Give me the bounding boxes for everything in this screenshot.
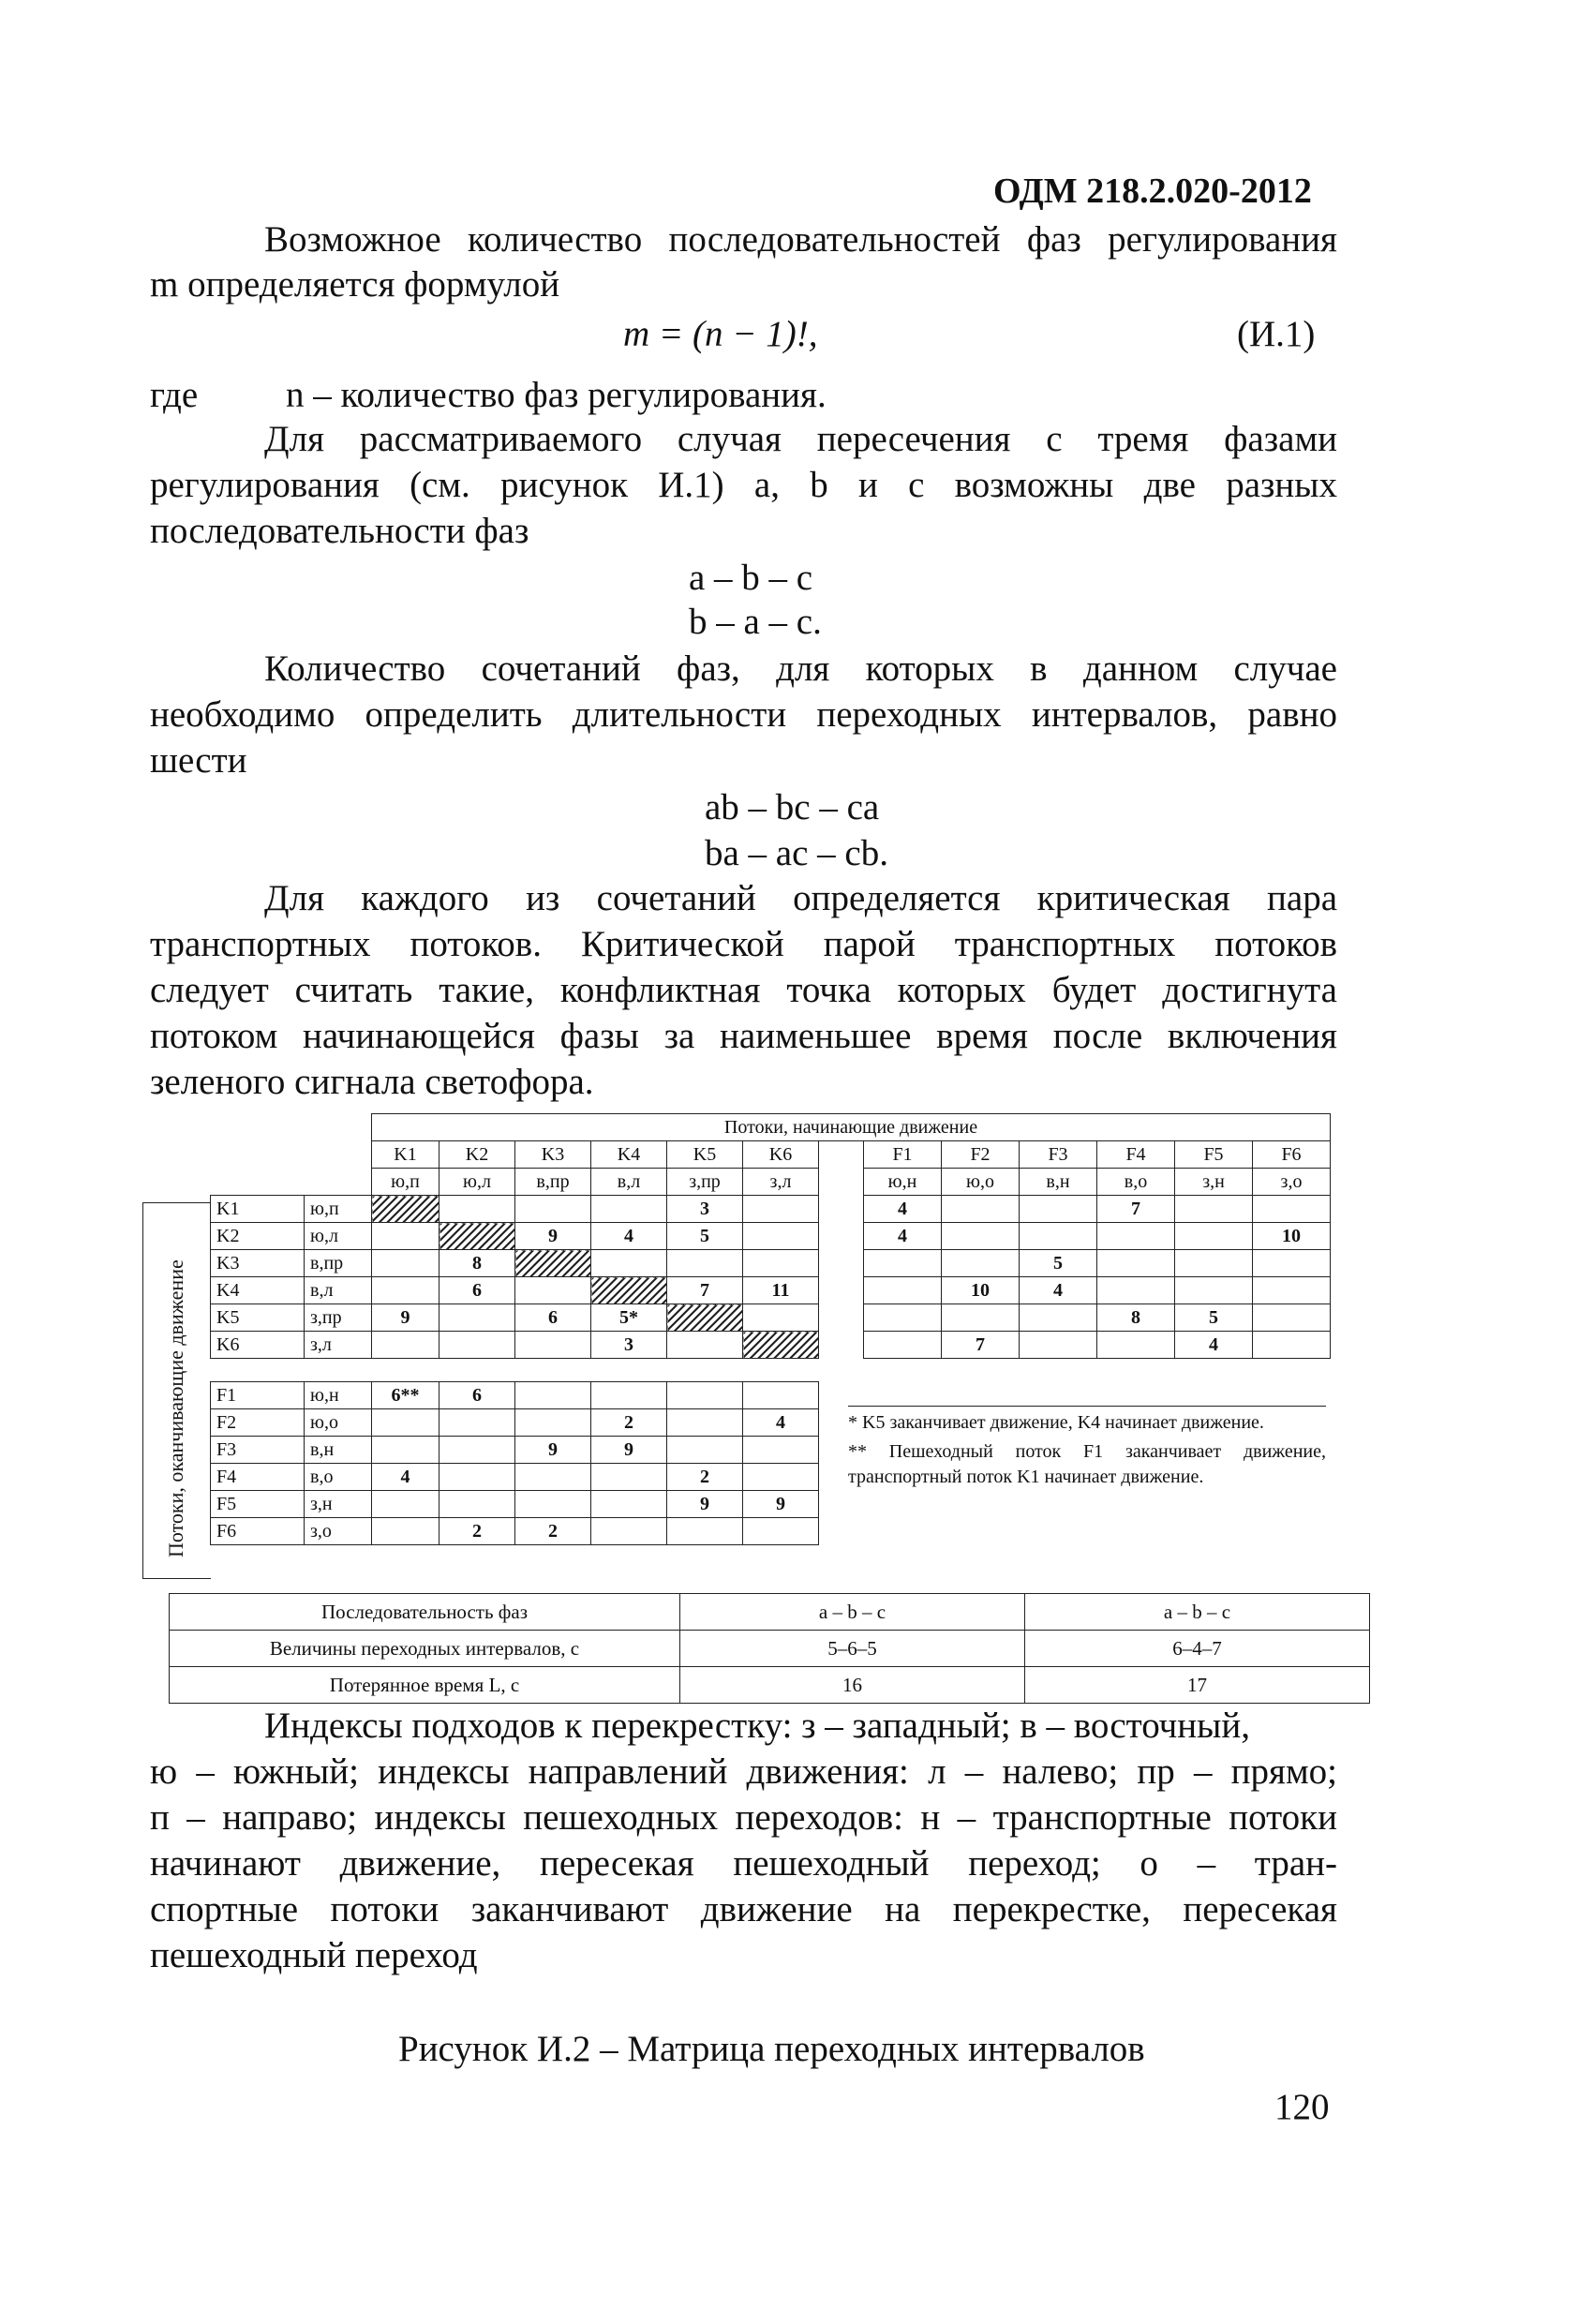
matrix-cell [1175, 1250, 1253, 1277]
page-number: 120 [1274, 2087, 1330, 2127]
where-text: n – количество фаз регулирования. [286, 375, 827, 415]
matrix-cell: 8 [1097, 1304, 1175, 1332]
matrix-cell [1175, 1196, 1253, 1223]
matrix-cell [372, 1277, 439, 1304]
column-direction: ю,о [942, 1169, 1020, 1196]
paragraph-line: необходимо определить длительности переходных интервалов, равно [150, 694, 1337, 735]
paragraph-line: Для рассматриваемого случая пересечения с тремя фазами [264, 419, 1337, 459]
paragraph-line: Для каждого из сочетаний определяется критическая пара [264, 878, 1337, 918]
row-direction: ю,л [305, 1223, 372, 1250]
summary-value: a – b – c [1025, 1594, 1370, 1631]
matrix-row [211, 1332, 1331, 1359]
row-direction: в,н [305, 1437, 372, 1464]
matrix-cell [439, 1464, 515, 1491]
matrix-cell: 9 [372, 1304, 439, 1332]
paragraph-line: m определяется формулой [150, 264, 560, 305]
legend-line: пешеходный переход [150, 1935, 478, 1975]
matrix-cell: 2 [667, 1464, 743, 1491]
matrix-cell [591, 1382, 667, 1409]
blank-cell [819, 1518, 1331, 1545]
matrix-row [211, 1518, 1331, 1545]
matrix-cell [667, 1332, 743, 1359]
column-id: F5 [1175, 1141, 1253, 1169]
row-direction: в,о [305, 1464, 372, 1491]
matrix-cell: 2 [591, 1409, 667, 1437]
matrix-cell [1253, 1304, 1331, 1332]
matrix-cell: 6 [439, 1277, 515, 1304]
matrix-cell [372, 1437, 439, 1464]
gap-cell [819, 1332, 864, 1359]
summary-label: Величины переходных интервалов, с [170, 1631, 680, 1667]
matrix-cell: 4 [591, 1223, 667, 1250]
matrix-cell: 6 [515, 1304, 591, 1332]
row-id: F3 [211, 1437, 305, 1464]
matrix-cell [1020, 1304, 1097, 1332]
formula: m = (n − 1)!, [623, 314, 818, 354]
column-id: K1 [372, 1141, 439, 1169]
summary-row [170, 1631, 1370, 1667]
matrix-cell: 6 [439, 1382, 515, 1409]
matrix-cell [372, 1250, 439, 1277]
legend-line: начинают движение, пересекая пешеходный переход; о – тран- [150, 1843, 1337, 1884]
matrix-row [211, 1196, 1331, 1223]
diagonal-cell [667, 1304, 743, 1332]
row-id: K3 [211, 1250, 305, 1277]
row-direction: з,л [305, 1332, 372, 1359]
paragraph-line: потоком начинающейся фазы за наименьшее время после включения [150, 1016, 1337, 1056]
matrix-cell [667, 1518, 743, 1545]
summary-label: Последовательность фаз [170, 1594, 680, 1631]
matrix-row [211, 1491, 1331, 1518]
matrix-spacer-row [211, 1359, 1331, 1382]
matrix-cell [515, 1464, 591, 1491]
matrix-cell: 4 [864, 1196, 942, 1223]
note-1: * K5 заканчивает движение, K4 начинает движение. [848, 1412, 1264, 1433]
matrix-row [211, 1223, 1331, 1250]
matrix-row [211, 1304, 1331, 1332]
column-direction: з,л [743, 1169, 819, 1196]
row-direction: в,л [305, 1277, 372, 1304]
legend-line: ю – южный; индексы направлений движения: л – налево; пр – прямо; [150, 1751, 1337, 1792]
matrix-cell: 4 [1020, 1277, 1097, 1304]
column-direction: в,л [591, 1169, 667, 1196]
matrix-cell [942, 1196, 1020, 1223]
matrix-cell [1175, 1277, 1253, 1304]
matrix-cell: 6** [372, 1382, 439, 1409]
matrix-cell: 9 [515, 1223, 591, 1250]
blank-cell [211, 1114, 372, 1141]
matrix-cell [515, 1382, 591, 1409]
matrix-cell: 7 [942, 1332, 1020, 1359]
gap-cell [819, 1196, 864, 1223]
column-id: F4 [1097, 1141, 1175, 1169]
matrix-cell [1097, 1277, 1175, 1304]
column-id: K6 [743, 1141, 819, 1169]
matrix-cell: 9 [515, 1437, 591, 1464]
matrix-cell [515, 1491, 591, 1518]
matrix-cell [1253, 1277, 1331, 1304]
matrix-cell [591, 1518, 667, 1545]
formula-number: (И.1) [1237, 314, 1316, 354]
blank-cell [211, 1141, 372, 1169]
matrix-cell: 5 [1020, 1250, 1097, 1277]
matrix-cell [515, 1409, 591, 1437]
matrix-cell: 5 [667, 1223, 743, 1250]
matrix-cell [372, 1332, 439, 1359]
diagonal-cell [439, 1223, 515, 1250]
matrix-cell [439, 1437, 515, 1464]
sequence: b – a – c. [689, 602, 822, 642]
matrix-cell: 2 [515, 1518, 591, 1545]
matrix-cell [439, 1196, 515, 1223]
gap-cell [819, 1141, 864, 1169]
matrix-cell [667, 1250, 743, 1277]
matrix-cell: 2 [439, 1518, 515, 1545]
paragraph-line: зеленого сигнала светофора. [150, 1062, 594, 1102]
matrix-cell [864, 1304, 942, 1332]
matrix-cell: 9 [591, 1437, 667, 1464]
matrix-cell: 3 [591, 1332, 667, 1359]
matrix-cell: 4 [372, 1464, 439, 1491]
summary-label: Потерянное время L, с [170, 1667, 680, 1704]
spacer-cell [211, 1359, 1331, 1382]
matrix-cell [667, 1382, 743, 1409]
matrix-cell [591, 1250, 667, 1277]
row-id: F5 [211, 1491, 305, 1518]
matrix-cell [515, 1277, 591, 1304]
column-direction: в,пр [515, 1169, 591, 1196]
matrix-cell: 3 [667, 1196, 743, 1223]
matrix-cell [743, 1518, 819, 1545]
column-direction: з,пр [667, 1169, 743, 1196]
diagonal-cell [743, 1332, 819, 1359]
matrix-cell [439, 1304, 515, 1332]
matrix-cell [1097, 1223, 1175, 1250]
gap-cell [819, 1277, 864, 1304]
row-id: F4 [211, 1464, 305, 1491]
document-code: ОДМ 218.2.020-2012 [993, 171, 1312, 211]
matrix-cell [1253, 1196, 1331, 1223]
combination: ab – bc – ca [705, 787, 880, 827]
column-direction: в,н [1020, 1169, 1097, 1196]
matrix-cell [743, 1250, 819, 1277]
where-label: где [150, 375, 199, 415]
sequence: a – b – c [689, 558, 813, 598]
matrix-cell [1253, 1332, 1331, 1359]
gap-cell [819, 1169, 864, 1196]
summary-value: 16 [680, 1667, 1025, 1704]
blank-cell [819, 1491, 1331, 1518]
matrix-cell [1020, 1332, 1097, 1359]
row-id: K4 [211, 1277, 305, 1304]
matrix-cell [743, 1223, 819, 1250]
diagonal-cell [591, 1277, 667, 1304]
column-id: F3 [1020, 1141, 1097, 1169]
matrix-cell: 7 [667, 1277, 743, 1304]
blank-cell [211, 1169, 372, 1196]
figure-caption: Рисунок И.2 – Матрица переходных интервалов [398, 2029, 1145, 2069]
column-direction: з,н [1175, 1169, 1253, 1196]
matrix-cell [942, 1223, 1020, 1250]
column-direction: ю,п [372, 1169, 439, 1196]
matrix-cell: 10 [1253, 1223, 1331, 1250]
column-id: K4 [591, 1141, 667, 1169]
matrix-cell [864, 1332, 942, 1359]
matrix-cell [1097, 1250, 1175, 1277]
column-id: F1 [864, 1141, 942, 1169]
matrix-cell: 5 [1175, 1304, 1253, 1332]
side-header: Потоки, оканчивающие движение [164, 1259, 187, 1557]
matrix-title-row [211, 1114, 1331, 1141]
matrix-row [211, 1250, 1331, 1277]
column-id: F6 [1253, 1141, 1331, 1169]
matrix-cell [667, 1409, 743, 1437]
matrix-cell [864, 1277, 942, 1304]
matrix-cell [864, 1250, 942, 1277]
matrix-cell [515, 1332, 591, 1359]
column-direction: ю,л [439, 1169, 515, 1196]
matrix-cell [667, 1437, 743, 1464]
column-id: F2 [942, 1141, 1020, 1169]
summary-table [169, 1593, 1370, 1704]
matrix-cell [515, 1196, 591, 1223]
matrix-cell [942, 1250, 1020, 1277]
matrix-row [211, 1277, 1331, 1304]
row-direction: з,о [305, 1518, 372, 1545]
matrix-cell: 10 [942, 1277, 1020, 1304]
matrix-cell [591, 1196, 667, 1223]
paragraph-line: транспортных потоков. Критической парой транспортных потоков [150, 924, 1337, 964]
matrix-cell [439, 1332, 515, 1359]
matrix-cell [1020, 1196, 1097, 1223]
summary-row [170, 1667, 1370, 1704]
matrix-cell [372, 1491, 439, 1518]
matrix-dir-row [211, 1169, 1331, 1196]
legend-line: спортные потоки заканчивают движение на перекрестке, пересекая [150, 1889, 1337, 1929]
paragraph-line: регулирования (см. рисунок И.1) a, b и c возможны две разных [150, 465, 1337, 505]
matrix-cell: 7 [1097, 1196, 1175, 1223]
matrix-cell: 4 [743, 1409, 819, 1437]
matrix-id-row [211, 1141, 1331, 1169]
gap-cell [819, 1250, 864, 1277]
note-2: ** Пешеходный поток F1 заканчивает движение, транспортный поток K1 начинает движение. [848, 1441, 1326, 1487]
paragraph-line: следует считать такие, конфликтная точка которых будет достигнута [150, 970, 1337, 1010]
matrix-cell [1020, 1223, 1097, 1250]
top-header: Потоки, начинающие движение [372, 1114, 1331, 1141]
row-id: K6 [211, 1332, 305, 1359]
matrix-cell [439, 1491, 515, 1518]
matrix-cell [743, 1464, 819, 1491]
row-id: F6 [211, 1518, 305, 1545]
diagonal-cell [515, 1250, 591, 1277]
row-id: F1 [211, 1382, 305, 1409]
matrix-cell [372, 1518, 439, 1545]
matrix-notes [848, 1406, 1326, 1490]
summary-value: 6–4–7 [1025, 1631, 1370, 1667]
matrix-cell: 9 [667, 1491, 743, 1518]
combination: ba – ac – cb. [705, 833, 888, 873]
matrix-cell [591, 1491, 667, 1518]
gap-cell [819, 1223, 864, 1250]
matrix-cell [743, 1382, 819, 1409]
summary-value: a – b – c [680, 1594, 1025, 1631]
matrix-cell [1175, 1223, 1253, 1250]
column-direction: ю,н [864, 1169, 942, 1196]
matrix-cell [1097, 1332, 1175, 1359]
matrix-cell: 11 [743, 1277, 819, 1304]
row-id: F2 [211, 1409, 305, 1437]
row-direction: ю,п [305, 1196, 372, 1223]
row-direction: з,пр [305, 1304, 372, 1332]
matrix-cell: 8 [439, 1250, 515, 1277]
row-id: K5 [211, 1304, 305, 1332]
column-id: K5 [667, 1141, 743, 1169]
matrix-cell [591, 1464, 667, 1491]
column-direction: з,о [1253, 1169, 1331, 1196]
matrix-cell: 5* [591, 1304, 667, 1332]
gap-cell [819, 1304, 864, 1332]
row-direction: з,н [305, 1491, 372, 1518]
paragraph-line: Возможное количество последовательностей фаз регулирования [264, 219, 1337, 260]
matrix-cell [372, 1223, 439, 1250]
legend-line: п – направо; индексы пешеходных переходов: н – транспортные потоки [150, 1797, 1337, 1838]
matrix-cell: 4 [864, 1223, 942, 1250]
summary-row [170, 1594, 1370, 1631]
matrix-cell [372, 1409, 439, 1437]
row-direction: в,пр [305, 1250, 372, 1277]
paragraph-line: Количество сочетаний фаз, для которых в данном случае [264, 648, 1337, 689]
summary-value: 17 [1025, 1667, 1370, 1704]
legend-line: Индексы подходов к перекрестку: з – западный; в – восточный, [264, 1706, 1250, 1746]
matrix-cell [942, 1304, 1020, 1332]
matrix-cell: 9 [743, 1491, 819, 1518]
row-direction: ю,н [305, 1382, 372, 1409]
column-id: K2 [439, 1141, 515, 1169]
column-direction: в,о [1097, 1169, 1175, 1196]
matrix-cell [1253, 1250, 1331, 1277]
row-direction: ю,о [305, 1409, 372, 1437]
summary-value: 5–6–5 [680, 1631, 1025, 1667]
diagonal-cell [372, 1196, 439, 1223]
matrix-cell: 4 [1175, 1332, 1253, 1359]
matrix-cell [743, 1437, 819, 1464]
row-id: K1 [211, 1196, 305, 1223]
matrix-cell [439, 1409, 515, 1437]
column-id: K3 [515, 1141, 591, 1169]
row-id: K2 [211, 1223, 305, 1250]
matrix-cell [743, 1304, 819, 1332]
paragraph-line: шести [150, 740, 247, 781]
matrix-cell [743, 1196, 819, 1223]
paragraph-line: последовательности фаз [150, 511, 529, 551]
